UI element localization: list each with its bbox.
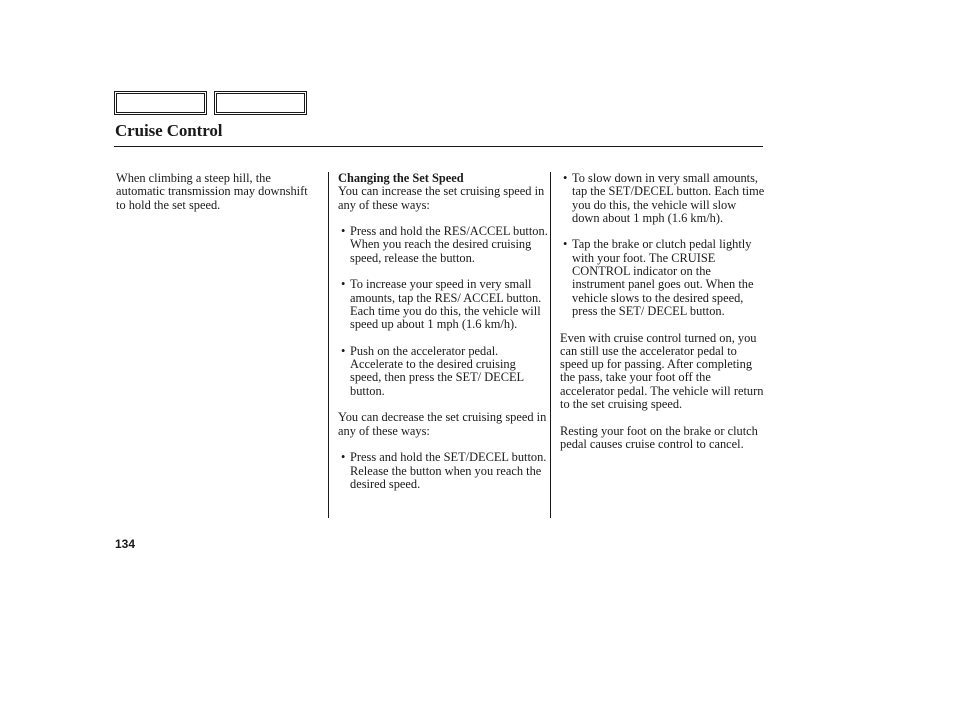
slowdown-bullet-list <box>560 172 766 318</box>
section-subheading: Changing the Set Speed <box>338 171 464 185</box>
decrease-bullet-list <box>338 451 550 491</box>
list-item: • Push on the accelerator pedal. Accelerate to the desired cruising speed, then press the SET/ DECEL button. <box>338 345 550 398</box>
list-item: • Press and hold the SET/DECEL button. Release the button when you reach the desired speed. <box>338 451 550 491</box>
nav-tab-box-2[interactable] <box>214 91 307 115</box>
nav-tab-box-1[interactable] <box>114 91 207 115</box>
column-3 <box>560 172 766 451</box>
list-item: • Press and hold the RES/ACCEL button. When you reach the desired cruising speed, release the button. <box>338 225 550 265</box>
column-2 <box>338 172 550 491</box>
column-divider-1 <box>328 172 329 518</box>
increase-bullet-list <box>338 225 550 398</box>
list-item: • To slow down in very small amounts, tap the SET/DECEL button. Each time you do this, the vehicle will slow down about 1 mph (1.6 km/h). <box>560 172 766 225</box>
page-number: 134 <box>115 537 136 551</box>
hill-paragraph: When climbing a steep hill, the automatic transmission may downshift to hold the set speed. <box>116 171 308 212</box>
title-divider <box>114 146 763 147</box>
page-title: Cruise Control <box>115 121 223 140</box>
cancel-paragraph: Resting your foot on the brake or clutch pedal causes cruise control to cancel. <box>560 423 758 451</box>
decrease-intro: You can decrease the set cruising speed in any of these ways: <box>338 410 547 438</box>
list-item: • To increase your speed in very small amounts, tap the RES/ ACCEL button. Each time you do this, the vehicle will speed up about 1 mph (1.6 km/h). <box>338 278 550 331</box>
passing-paragraph: Even with cruise control turned on, you can still use the accelerator pedal to speed up for passing. After completing the pass, take your foot off the accelerator pedal. The vehicle will return to the set cruising speed. <box>560 330 764 412</box>
list-item: • Tap the brake or clutch pedal lightly with your foot. The CRUISE CONTROL indicator on the instrument panel goes out. When the vehicle slows to the desired speed, press the SET/ DECEL button. <box>560 238 766 318</box>
increase-intro: You can increase the set cruising speed in any of these ways: <box>338 184 545 212</box>
column-divider-2 <box>550 172 551 518</box>
column-1 <box>116 172 316 212</box>
